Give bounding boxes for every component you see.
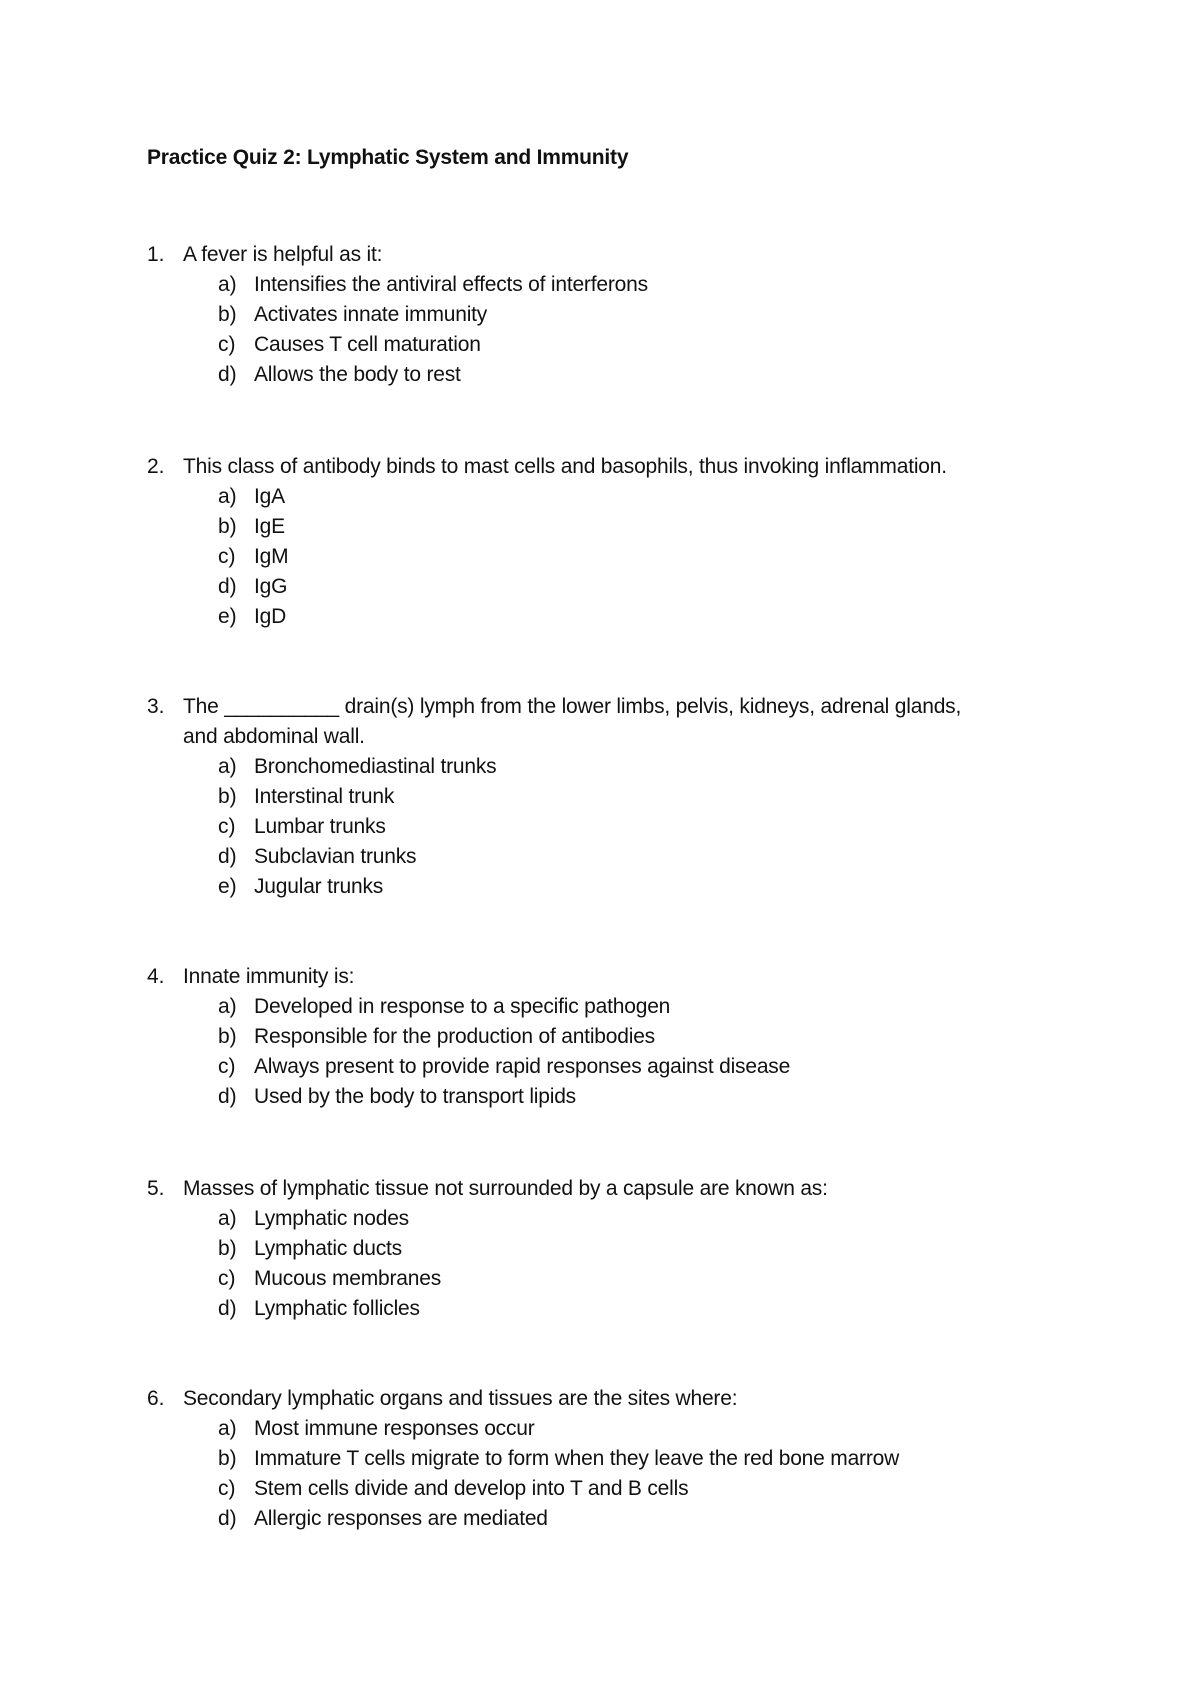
option-text: Jugular trunks xyxy=(254,875,384,898)
answer-option xyxy=(0,602,1200,632)
answer-option xyxy=(0,360,1200,390)
option-letter: c) xyxy=(218,1477,236,1500)
answer-option xyxy=(0,300,1200,330)
answer-option xyxy=(0,1474,1200,1504)
option-text: Lumbar trunks xyxy=(254,815,386,838)
answer-option xyxy=(0,1444,1200,1474)
option-letter: c) xyxy=(218,545,236,568)
option-letter: b) xyxy=(218,1237,237,1260)
answer-option xyxy=(0,270,1200,300)
question-line xyxy=(0,1174,1200,1204)
option-text: Developed in response to a specific pathogen xyxy=(254,995,671,1018)
option-text: Subclavian trunks xyxy=(254,845,417,868)
answer-option xyxy=(0,330,1200,360)
question-4 xyxy=(0,962,1200,1112)
question-text: The __________ drain(s) lymph from the lower limbs, pelvis, kidneys, adrenal glands, xyxy=(183,695,962,718)
answer-option xyxy=(0,1294,1200,1324)
question-text: Masses of lymphatic tissue not surrounded by a capsule are known as: xyxy=(183,1177,828,1200)
question-6 xyxy=(0,1384,1200,1534)
option-letter: d) xyxy=(218,363,237,386)
option-letter: e) xyxy=(218,875,237,898)
option-text: Always present to provide rapid responses against disease xyxy=(254,1055,791,1078)
option-text: Intensifies the antiviral effects of interferons xyxy=(254,273,648,296)
answer-option xyxy=(0,1414,1200,1444)
option-letter: d) xyxy=(218,1297,237,1320)
answer-option xyxy=(0,1504,1200,1534)
option-text: IgD xyxy=(254,605,287,628)
question-number: 6. xyxy=(147,1387,165,1410)
answer-option xyxy=(0,872,1200,902)
answer-option xyxy=(0,1234,1200,1264)
question-number: 1. xyxy=(147,243,165,266)
answer-option xyxy=(0,782,1200,812)
answer-option xyxy=(0,752,1200,782)
question-3 xyxy=(0,692,1200,902)
answer-option xyxy=(0,1204,1200,1234)
option-text: Allergic responses are mediated xyxy=(254,1507,548,1530)
option-text: Interstinal trunk xyxy=(254,785,395,808)
option-letter: e) xyxy=(218,605,237,628)
option-letter: c) xyxy=(218,1267,236,1290)
option-text: Immature T cells migrate to form when they leave the red bone marrow xyxy=(254,1447,900,1470)
option-letter: a) xyxy=(218,755,237,778)
question-2 xyxy=(0,452,1200,632)
option-letter: b) xyxy=(218,785,237,808)
answer-option xyxy=(0,992,1200,1022)
option-text: Bronchomediastinal trunks xyxy=(254,755,497,778)
option-text: IgE xyxy=(254,515,285,538)
question-line-continued xyxy=(0,722,1200,752)
answer-option xyxy=(0,1052,1200,1082)
option-letter: b) xyxy=(218,303,237,326)
option-letter: a) xyxy=(218,995,237,1018)
option-letter: c) xyxy=(218,333,236,356)
question-number: 3. xyxy=(147,695,165,718)
option-letter: a) xyxy=(218,1207,237,1230)
answer-option xyxy=(0,1264,1200,1294)
question-text: A fever is helpful as it: xyxy=(183,243,383,266)
answer-option xyxy=(0,812,1200,842)
option-text: Used by the body to transport lipids xyxy=(254,1085,576,1108)
question-number: 5. xyxy=(147,1177,165,1200)
option-text: Causes T cell maturation xyxy=(254,333,481,356)
option-text: Lymphatic ducts xyxy=(254,1237,402,1260)
option-text: IgA xyxy=(254,485,285,508)
option-letter: b) xyxy=(218,1447,237,1470)
question-line xyxy=(0,962,1200,992)
question-text: This class of antibody binds to mast cells and basophils, thus invoking inflammation. xyxy=(183,455,947,478)
option-text: Mucous membranes xyxy=(254,1267,442,1290)
option-letter: b) xyxy=(218,1025,237,1048)
option-text: IgG xyxy=(254,575,288,598)
question-number: 2. xyxy=(147,455,165,478)
question-text: and abdominal wall. xyxy=(183,725,365,748)
option-letter: a) xyxy=(218,1417,237,1440)
option-letter: d) xyxy=(218,575,237,598)
answer-option xyxy=(0,1082,1200,1112)
answer-option xyxy=(0,1022,1200,1052)
option-text: Most immune responses occur xyxy=(254,1417,535,1440)
option-text: IgM xyxy=(254,545,289,568)
question-5 xyxy=(0,1174,1200,1324)
question-line xyxy=(0,240,1200,270)
question-number: 4. xyxy=(147,965,165,988)
option-text: Responsible for the production of antibodies xyxy=(254,1025,655,1048)
question-line xyxy=(0,1384,1200,1414)
question-1 xyxy=(0,240,1200,390)
answer-option xyxy=(0,482,1200,512)
answer-option xyxy=(0,842,1200,872)
answer-option xyxy=(0,512,1200,542)
option-text: Lymphatic follicles xyxy=(254,1297,420,1320)
question-line xyxy=(0,692,1200,722)
option-letter: d) xyxy=(218,1507,237,1530)
answer-option xyxy=(0,572,1200,602)
option-letter: c) xyxy=(218,815,236,838)
page-title: Practice Quiz 2: Lymphatic System and Immunity xyxy=(147,146,629,169)
question-text: Innate immunity is: xyxy=(183,965,355,988)
option-letter: d) xyxy=(218,1085,237,1108)
option-letter: c) xyxy=(218,1055,236,1078)
option-text: Allows the body to rest xyxy=(254,363,461,386)
question-line xyxy=(0,452,1200,482)
option-text: Stem cells divide and develop into T and B cells xyxy=(254,1477,689,1500)
option-letter: b) xyxy=(218,515,237,538)
option-text: Activates innate immunity xyxy=(254,303,488,326)
option-letter: a) xyxy=(218,273,237,296)
option-letter: a) xyxy=(218,485,237,508)
question-text: Secondary lymphatic organs and tissues are the sites where: xyxy=(183,1387,738,1410)
option-text: Lymphatic nodes xyxy=(254,1207,409,1230)
answer-option xyxy=(0,542,1200,572)
option-letter: d) xyxy=(218,845,237,868)
